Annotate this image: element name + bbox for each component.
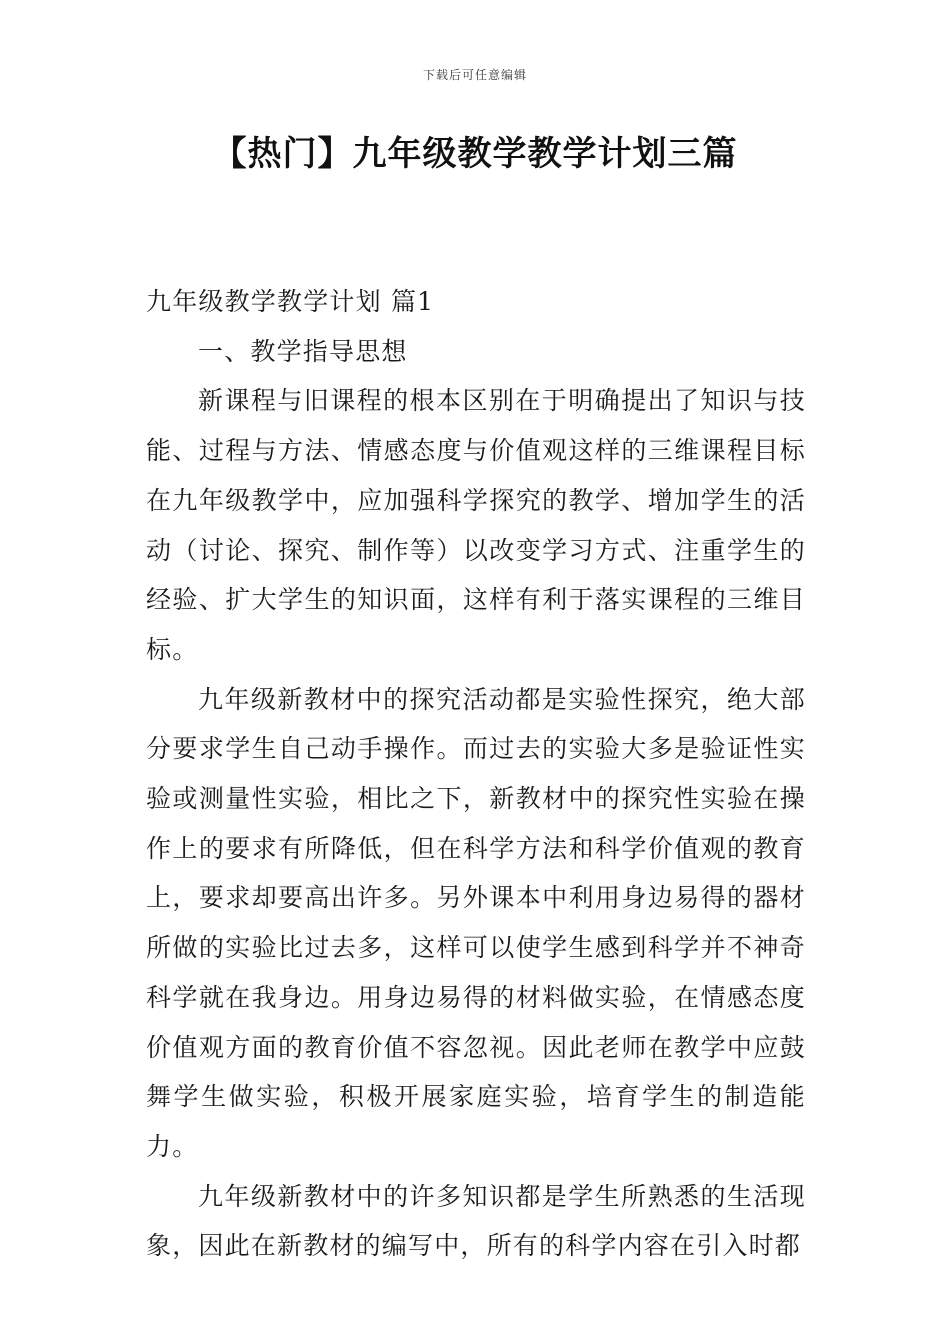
document-title: 【热门】九年级教学教学计划三篇	[212, 134, 738, 174]
paragraph-1: 新课程与旧课程的根本区别在于明确提出了知识与技能、过程与方法、情感态度与价值观这样的三维课程目标在九年级教学中，应加强科学探究的教学、增加学生的活动（讨论、探究、制作等）以改变学习方式、注重学生的经验、扩大学生的知识面，这样有利于落实课程的三维目标。	[146, 386, 806, 664]
section-heading: 九年级教学教学计划 篇1	[146, 287, 435, 316]
document-body	[146, 277, 806, 1271]
paragraph-2: 九年级新教材中的探究活动都是实验性探究，绝大部分要求学生自己动手操作。而过去的实验大多是验证性实验或测量性实验，相比之下，新教材中的探究性实验在操作上的要求有所降低，但在科学方法和科学价值观的教育上，要求却要高出许多。另外课本中利用身边易得的器材所做的实验比过去多，这样可以使学生感到科学并不神奇科学就在我身边。用身边易得的材料做实验，在情感态度价值观方面的教育价值不容忽视。因此老师在教学中应鼓舞学生做实验，积极开展家庭实验，培育学生的制造能力。	[146, 684, 806, 1161]
section-subheading: 一、教学指导思想	[198, 336, 408, 366]
paragraph-3: 九年级新教材中的许多知识都是学生所熟悉的生活现象，因此在新教材的编写中，所有的科学内容在引入时都	[146, 1181, 806, 1261]
header-note: 下载后可任意编辑	[422, 68, 527, 82]
